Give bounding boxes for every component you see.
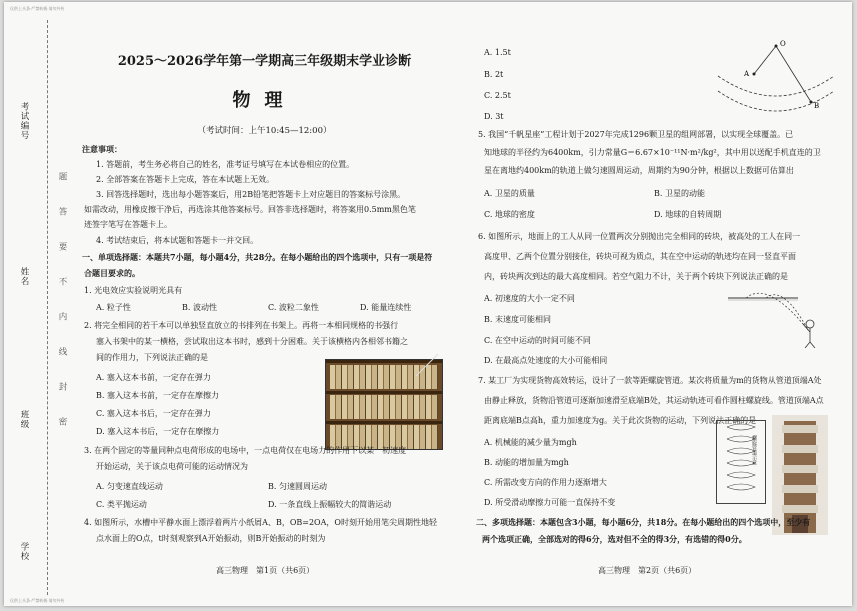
left-column: [82, 2, 447, 606]
q3-option-d: D. 一条直线上振幅较大的简谐运动: [268, 500, 392, 509]
q4-stem-1: 4. 如图所示，水槽中平静水面上漂浮着两片小纸屑A、B，OB=2OA，O时刻开始用笔尖周期性地轻: [84, 518, 437, 527]
q1-option-b: B. 波动性: [182, 303, 217, 312]
q2-option-d: D. 塞入这本书后，一定存在摩擦力: [96, 427, 220, 436]
brick-throw-diagram: [728, 286, 834, 348]
q1-option-a: A. 粒子性: [96, 303, 131, 312]
section1-heading-cont: 合题目要求的。: [84, 268, 140, 278]
seal-warning-5: 内: [57, 312, 67, 321]
wave-diagram: [716, 36, 836, 116]
q7-option-b: B. 动能的增加量为mgh: [484, 458, 569, 467]
q7-stem-3: 距离底端B点高h，重力加速度为g。关于此次货物的运动，下列说法正确的是: [484, 416, 757, 425]
spiral-schematic: [716, 420, 766, 504]
q6-option-d: D. 在最高点处速度的大小可能相同: [484, 356, 608, 365]
label-a: A: [744, 70, 750, 78]
q6-option-a: A. 初速度的大小一定不同: [484, 294, 575, 303]
section2-heading-cont: 两个选项正确，全部选对的得6分，选对但不全的得3分，有选错的得0分。: [482, 534, 747, 544]
q7-option-d: D. 所受滑动摩擦力可能一直保持不变: [484, 498, 616, 507]
q7-option-a: A. 机械能的减少量为mgh: [484, 438, 577, 447]
exam-sheet: [4, 2, 852, 606]
note-3: 3. 回答选择题时，选出每小题答案后，用2B铅笔把答题卡上对应题目的答案标号涂黑。: [96, 190, 406, 199]
seal-warning-1: 题: [57, 172, 67, 181]
q5-option-c: C. 地球的密度: [484, 210, 535, 219]
bottom-notice: 仅供上头条·严禁转载·请勿外传: [10, 598, 65, 603]
q1-stem: 1. 光电效应实验说明光具有: [84, 286, 183, 295]
corner-mark: [412, 350, 442, 380]
spiral-caption: 螺旋管道示意: [751, 435, 757, 465]
right-column: [478, 2, 838, 606]
q6-stem-3: 内，砖块两次到达的最大高度相同。若空气阻力不计，关于两个砖块下列说法正确的是: [484, 272, 788, 281]
seal-warning-6: 线: [57, 347, 67, 356]
notes-heading: 注意事项：: [82, 144, 122, 154]
q6-stem-2: 高度甲、乙两个位置分别接住，砖块可视为质点，其在空中运动的轨迹均在同一竖直平面: [484, 252, 796, 261]
q5-stem-3: 星在离地约400km的轨道上做匀速圆周运动，周期约为90分钟，根据以上数据可估算出: [484, 166, 794, 175]
q5-stem-1: 5. 我国“千帆星座”工程计划于2027年完成1296颗卫星的组网部署，以实现全球覆盖。已: [478, 130, 794, 139]
q3-option-c: C. 类平抛运动: [96, 500, 147, 509]
q4-option-c: C. 2.5t: [484, 91, 511, 100]
q4-option-a: A. 1.5t: [484, 48, 511, 57]
name-label: 姓名: [19, 267, 29, 286]
q3-stem-2: 开始运动，关于该点电荷可能的运动情况为: [96, 462, 248, 471]
q2-stem-2: 塞入书架中的某一横格，尝试取出这本书时，感到十分困难。关于该横格内各相邻书籍之: [96, 337, 408, 346]
section2-heading: 二、多项选择题：本题包含3小题，每小题6分，共18分。在每小题给出的四个选项中，至少有: [476, 517, 811, 527]
seal-warning-4: 不: [57, 277, 67, 286]
q3-option-a: A. 匀变速直线运动: [96, 482, 163, 491]
q3-option-b: B. 匀速圆周运动: [268, 482, 327, 491]
footer-page-2: 高三物理 第2页（共6页）: [598, 566, 697, 575]
q2-option-b: B. 塞入这本书前，一定存在摩擦力: [96, 391, 219, 400]
q3-stem-1: 3. 在两个固定的等量同种点电荷形成的电场中，一点电荷仅在电场力的作用下以某一初速度: [84, 446, 407, 455]
seal-warning-2: 答: [57, 207, 67, 216]
top-notice: 仅供上头条·严禁转载·请勿外传: [10, 6, 65, 11]
seal-warning-8: 密: [57, 417, 67, 426]
q4-stem-2: 点水面上的O点，t时刻观察到A开始振动，则B开始振动的时刻为: [96, 534, 326, 543]
note-2: 2. 全部答案在答题卡上完成，答在本试题上无效。: [96, 175, 275, 184]
q7-stem-2: 由静止释放，货物沿管道可逐渐加速滑至底端B处，其运动轨迹可看作圆柱螺旋线。管道顶端A点: [484, 396, 824, 405]
note-4: 4. 考试结束后，将本试题和答题卡一并交回。: [96, 236, 259, 245]
q6-option-c: C. 在空中运动的时间可能不同: [484, 336, 591, 345]
q7-stem-1: 7. 某工厂为实现货物高效转运，设计了一款等距螺旋管道。某次将质量为m的货物从管道顶端A处: [478, 376, 822, 385]
q6-stem-1: 6. 如图所示，地面上的工人从同一位置两次分别抛出完全相同的砖块，被高处的工人在同一: [478, 232, 801, 241]
note-3-cont: 如需改动，用橡皮擦干净后，再选涂其他答案标号。回答非选择题时，将答案用0.5mm黑色笔: [84, 205, 416, 214]
q1-option-c: C. 波粒二象性: [268, 303, 319, 312]
q5-option-a: A. 卫星的质量: [484, 189, 535, 198]
q4-option-d: D. 3t: [484, 112, 504, 121]
subject-title: 物理: [232, 90, 297, 111]
section1-heading: 一、单项选择题：本题共7小题，每小题4分，共28分。在每小题给出的四个选项中，只有一项是符: [82, 252, 433, 262]
note-3-cont2: 迹签字笔写在答题卡上。: [84, 220, 172, 229]
seal-line: [47, 20, 48, 595]
seal-warning-3: 要: [57, 242, 67, 251]
q2-option-c: C. 塞入这本书后，一定存在弹力: [96, 409, 211, 418]
footer-page-1: 高三物理 第1页（共6页）: [216, 566, 315, 575]
school-label: 学校: [19, 542, 29, 561]
exam-time: （考试时间：上午10:45—12:00）: [197, 126, 332, 136]
q5-stem-2: 知地球的半径约为6400km，引力常量G＝6.67×10⁻¹¹N·m²/kg²，其中用以送配手机直连的卫: [484, 148, 821, 157]
q2-stem-1: 2. 将完全相同的若干本可以单独竖直放立的书排列在书架上。再将一本相同规格的书强行: [84, 321, 399, 330]
q6-option-b: B. 末速度可能相同: [484, 315, 551, 324]
exam-title: 2025～2026学年第一学期高三年级期末学业诊断: [117, 54, 412, 69]
q4-option-b: B. 2t: [484, 70, 504, 79]
q7-option-c: C. 所需改变方向的作用力逐渐增大: [484, 478, 607, 487]
label-b: B: [814, 102, 820, 110]
q2-option-a: A. 塞入这本书前，一定存在弹力: [96, 373, 211, 382]
q1-option-d: D. 能量连续性: [360, 303, 412, 312]
exam-number-label: 考试编号: [19, 102, 29, 140]
q2-stem-3: 间的作用力，下列说法正确的是: [96, 353, 208, 362]
class-label: 班级: [19, 410, 29, 429]
label-o: O: [780, 40, 786, 48]
q5-option-b: B. 卫星的动能: [654, 189, 705, 198]
binding-strip: [4, 2, 74, 606]
note-1: 1. 答题前，考生务必将自己的姓名，准考证号填写在本试卷相应的位置。: [96, 160, 355, 169]
seal-warning-7: 封: [57, 382, 67, 391]
q5-option-d: D. 地球的自转周期: [654, 210, 722, 219]
